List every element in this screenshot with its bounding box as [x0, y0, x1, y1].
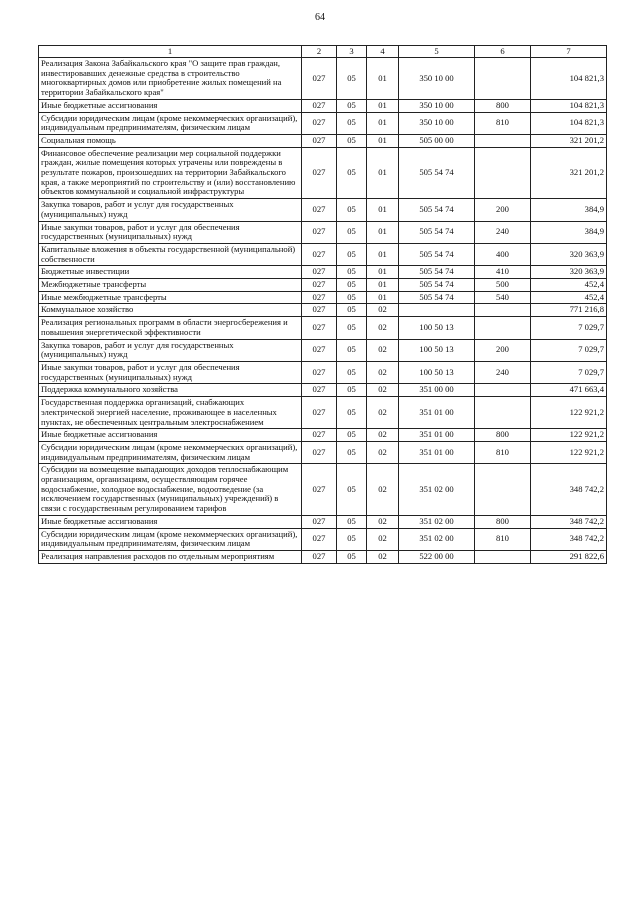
row-name: Субсидии юридическим лицам (кроме некоммерческих организаций), индивидуальным предпринимателям, физическим лицам — [39, 528, 302, 550]
row-amount: 452,4 — [531, 291, 607, 304]
row-expense-type-code — [475, 147, 531, 199]
table-row — [39, 339, 607, 361]
row-name: Реализация Закона Забайкальского края "О защите прав граждан, инвестировавших денежные средства в строительство многоквартирных домов или приобретение жилых помещений на территории Забайкальского края" — [39, 58, 302, 100]
row-section-code: 05 — [337, 266, 367, 279]
row-name: Иные бюджетные ассигнования — [39, 99, 302, 112]
row-section-code: 05 — [337, 147, 367, 199]
row-amount: 384,9 — [531, 199, 607, 221]
row-name: Иные бюджетные ассигнования — [39, 429, 302, 442]
table-row — [39, 199, 607, 221]
header-cell: 1 — [39, 46, 302, 58]
row-section-code: 05 — [337, 464, 367, 516]
row-expense-type-code — [475, 384, 531, 397]
row-expense-type-code: 810 — [475, 528, 531, 550]
row-expense-type-code: 240 — [475, 361, 531, 383]
row-subsection-code: 02 — [367, 429, 399, 442]
row-admin-code: 027 — [302, 199, 337, 221]
row-section-code: 05 — [337, 221, 367, 243]
row-subsection-code: 01 — [367, 243, 399, 265]
table-row — [39, 58, 607, 100]
table-row — [39, 441, 607, 463]
row-target-code: 350 10 00 — [399, 112, 475, 134]
row-name: Межбюджетные трансферты — [39, 279, 302, 292]
row-amount: 7 029,7 — [531, 339, 607, 361]
row-target-code: 505 54 74 — [399, 291, 475, 304]
row-admin-code: 027 — [302, 304, 337, 317]
row-amount: 771 216,8 — [531, 304, 607, 317]
row-target-code: 351 02 00 — [399, 515, 475, 528]
row-name: Реализация направления расходов по отдельным мероприятиям — [39, 550, 302, 563]
row-target-code: 350 10 00 — [399, 99, 475, 112]
row-amount: 7 029,7 — [531, 361, 607, 383]
row-name: Субсидии юридическим лицам (кроме некоммерческих организаций), индивидуальным предпринимателям, физическим лицам — [39, 441, 302, 463]
row-name: Государственная поддержка организаций, снабжающих электрической энергией население, проживающее в населенных пунктах, не обеспеченных центральным электроснабжением — [39, 397, 302, 429]
table-row — [39, 243, 607, 265]
row-target-code — [399, 304, 475, 317]
row-section-code: 05 — [337, 279, 367, 292]
row-admin-code: 027 — [302, 221, 337, 243]
row-admin-code: 027 — [302, 112, 337, 134]
row-target-code: 505 00 00 — [399, 134, 475, 147]
row-expense-type-code: 500 — [475, 279, 531, 292]
row-admin-code: 027 — [302, 58, 337, 100]
row-admin-code: 027 — [302, 279, 337, 292]
row-amount: 321 201,2 — [531, 147, 607, 199]
row-subsection-code: 01 — [367, 134, 399, 147]
row-expense-type-code — [475, 397, 531, 429]
row-subsection-code: 01 — [367, 291, 399, 304]
row-amount: 104 821,3 — [531, 112, 607, 134]
row-admin-code: 027 — [302, 317, 337, 339]
row-admin-code: 027 — [302, 243, 337, 265]
row-amount: 384,9 — [531, 221, 607, 243]
row-target-code: 100 50 13 — [399, 317, 475, 339]
table-row — [39, 397, 607, 429]
row-name: Иные межбюджетные трансферты — [39, 291, 302, 304]
row-subsection-code: 01 — [367, 58, 399, 100]
table-row — [39, 99, 607, 112]
row-admin-code: 027 — [302, 397, 337, 429]
row-subsection-code: 01 — [367, 279, 399, 292]
table-row — [39, 279, 607, 292]
row-target-code: 505 54 74 — [399, 199, 475, 221]
row-section-code: 05 — [337, 112, 367, 134]
header-row — [39, 46, 607, 58]
row-admin-code: 027 — [302, 361, 337, 383]
row-name: Иные закупки товаров, работ и услуг для обеспечения государственных (муниципальных) нужд — [39, 361, 302, 383]
row-admin-code: 027 — [302, 528, 337, 550]
row-name: Капитальные вложения в объекты государственной (муниципальной) собственности — [39, 243, 302, 265]
table-row — [39, 266, 607, 279]
row-target-code: 351 00 00 — [399, 384, 475, 397]
row-admin-code: 027 — [302, 464, 337, 516]
row-target-code: 351 02 00 — [399, 528, 475, 550]
row-expense-type-code — [475, 58, 531, 100]
row-admin-code: 027 — [302, 266, 337, 279]
row-subsection-code: 02 — [367, 515, 399, 528]
header-cell: 5 — [399, 46, 475, 58]
page-number: 64 — [315, 12, 325, 23]
budget-table — [38, 45, 607, 564]
row-target-code: 351 01 00 — [399, 397, 475, 429]
table-row — [39, 361, 607, 383]
row-target-code: 351 02 00 — [399, 464, 475, 516]
header-cell: 3 — [337, 46, 367, 58]
row-section-code: 05 — [337, 515, 367, 528]
row-subsection-code: 01 — [367, 112, 399, 134]
row-target-code: 505 54 74 — [399, 243, 475, 265]
table-row — [39, 112, 607, 134]
row-expense-type-code: 200 — [475, 199, 531, 221]
row-expense-type-code: 200 — [475, 339, 531, 361]
row-expense-type-code: 810 — [475, 441, 531, 463]
row-amount: 104 821,3 — [531, 99, 607, 112]
row-expense-type-code: 810 — [475, 112, 531, 134]
row-amount: 348 742,2 — [531, 464, 607, 516]
row-amount: 104 821,3 — [531, 58, 607, 100]
header-cell: 2 — [302, 46, 337, 58]
row-subsection-code: 01 — [367, 221, 399, 243]
table-row — [39, 147, 607, 199]
row-name: Финансовое обеспечение реализации мер социальной поддержки граждан, жилые помещения которых утрачены или повреждены в результате пожаров, произошедших на территории Забайкальского края, а также мероприятий по строительству и (или) восстановлению объектов коммунальной и социальной инфраструктуры — [39, 147, 302, 199]
row-amount: 122 921,2 — [531, 397, 607, 429]
row-target-code: 505 54 74 — [399, 147, 475, 199]
table-row — [39, 464, 607, 516]
row-target-code: 100 50 13 — [399, 339, 475, 361]
row-name: Иные закупки товаров, работ и услуг для обеспечения государственных (муниципальных) нужд — [39, 221, 302, 243]
row-section-code: 05 — [337, 550, 367, 563]
row-target-code: 505 54 74 — [399, 266, 475, 279]
row-expense-type-code: 800 — [475, 429, 531, 442]
row-section-code: 05 — [337, 429, 367, 442]
row-name: Коммунальное хозяйство — [39, 304, 302, 317]
row-target-code: 350 10 00 — [399, 58, 475, 100]
row-section-code: 05 — [337, 384, 367, 397]
row-section-code: 05 — [337, 361, 367, 383]
row-amount: 348 742,2 — [531, 515, 607, 528]
table-row — [39, 550, 607, 563]
row-expense-type-code — [475, 550, 531, 563]
header-cell: 6 — [475, 46, 531, 58]
header-cell: 7 — [531, 46, 607, 58]
row-name: Бюджетные инвестиции — [39, 266, 302, 279]
row-expense-type-code: 800 — [475, 99, 531, 112]
table-row — [39, 429, 607, 442]
row-amount: 471 663,4 — [531, 384, 607, 397]
row-amount: 122 921,2 — [531, 441, 607, 463]
table-row — [39, 304, 607, 317]
row-section-code: 05 — [337, 58, 367, 100]
table-row — [39, 221, 607, 243]
row-expense-type-code — [475, 134, 531, 147]
row-subsection-code: 02 — [367, 441, 399, 463]
row-section-code: 05 — [337, 304, 367, 317]
row-expense-type-code: 540 — [475, 291, 531, 304]
table-row — [39, 134, 607, 147]
row-expense-type-code — [475, 317, 531, 339]
row-section-code: 05 — [337, 317, 367, 339]
row-expense-type-code — [475, 464, 531, 516]
row-admin-code: 027 — [302, 441, 337, 463]
row-subsection-code: 02 — [367, 464, 399, 516]
row-subsection-code: 02 — [367, 550, 399, 563]
row-name: Реализация региональных программ в области энергосбережения и повышения энергетической эффективности — [39, 317, 302, 339]
row-amount: 348 742,2 — [531, 528, 607, 550]
row-name: Иные бюджетные ассигнования — [39, 515, 302, 528]
row-target-code: 505 54 74 — [399, 221, 475, 243]
row-section-code: 05 — [337, 134, 367, 147]
row-subsection-code: 02 — [367, 361, 399, 383]
row-subsection-code: 02 — [367, 339, 399, 361]
row-amount: 291 822,6 — [531, 550, 607, 563]
row-amount: 122 921,2 — [531, 429, 607, 442]
row-subsection-code: 02 — [367, 304, 399, 317]
row-amount: 7 029,7 — [531, 317, 607, 339]
row-subsection-code: 01 — [367, 266, 399, 279]
table-row — [39, 291, 607, 304]
row-target-code: 522 00 00 — [399, 550, 475, 563]
row-admin-code: 027 — [302, 429, 337, 442]
row-name: Субсидии на возмещение выпадающих доходов теплоснабжающим организациям, организациям, осуществляющим горячее водоснабжение, холодное водоснабжение, водоотведение (за исключением государственных (муниципальных) учреждений) в связи с государственным регулированием тарифов — [39, 464, 302, 516]
row-section-code: 05 — [337, 528, 367, 550]
row-name: Социальная помощь — [39, 134, 302, 147]
row-admin-code: 027 — [302, 99, 337, 112]
row-section-code: 05 — [337, 243, 367, 265]
row-subsection-code: 01 — [367, 99, 399, 112]
row-target-code: 505 54 74 — [399, 279, 475, 292]
row-name: Субсидии юридическим лицам (кроме некоммерческих организаций), индивидуальным предпринимателям, физическим лицам — [39, 112, 302, 134]
row-subsection-code: 01 — [367, 199, 399, 221]
row-admin-code: 027 — [302, 134, 337, 147]
row-name: Закупка товаров, работ и услуг для государственных (муниципальных) нужд — [39, 339, 302, 361]
row-section-code: 05 — [337, 397, 367, 429]
row-admin-code: 027 — [302, 291, 337, 304]
row-expense-type-code: 800 — [475, 515, 531, 528]
row-expense-type-code: 410 — [475, 266, 531, 279]
row-subsection-code: 02 — [367, 317, 399, 339]
row-section-code: 05 — [337, 441, 367, 463]
row-name: Закупка товаров, работ и услуг для государственных (муниципальных) нужд — [39, 199, 302, 221]
row-name: Поддержка коммунального хозяйства — [39, 384, 302, 397]
row-admin-code: 027 — [302, 550, 337, 563]
row-target-code: 100 50 13 — [399, 361, 475, 383]
row-target-code: 351 01 00 — [399, 429, 475, 442]
row-expense-type-code: 400 — [475, 243, 531, 265]
row-subsection-code: 01 — [367, 147, 399, 199]
header-cell: 4 — [367, 46, 399, 58]
row-section-code: 05 — [337, 99, 367, 112]
table-row — [39, 384, 607, 397]
row-section-code: 05 — [337, 199, 367, 221]
row-admin-code: 027 — [302, 384, 337, 397]
row-amount: 320 363,9 — [531, 266, 607, 279]
row-target-code: 351 01 00 — [399, 441, 475, 463]
row-expense-type-code: 240 — [475, 221, 531, 243]
table-row — [39, 317, 607, 339]
row-admin-code: 027 — [302, 147, 337, 199]
row-section-code: 05 — [337, 339, 367, 361]
row-amount: 321 201,2 — [531, 134, 607, 147]
table-row — [39, 528, 607, 550]
row-amount: 452,4 — [531, 279, 607, 292]
row-section-code: 05 — [337, 291, 367, 304]
row-subsection-code: 02 — [367, 384, 399, 397]
row-subsection-code: 02 — [367, 528, 399, 550]
row-subsection-code: 02 — [367, 397, 399, 429]
row-admin-code: 027 — [302, 339, 337, 361]
row-expense-type-code — [475, 304, 531, 317]
row-amount: 320 363,9 — [531, 243, 607, 265]
row-admin-code: 027 — [302, 515, 337, 528]
table-row — [39, 515, 607, 528]
